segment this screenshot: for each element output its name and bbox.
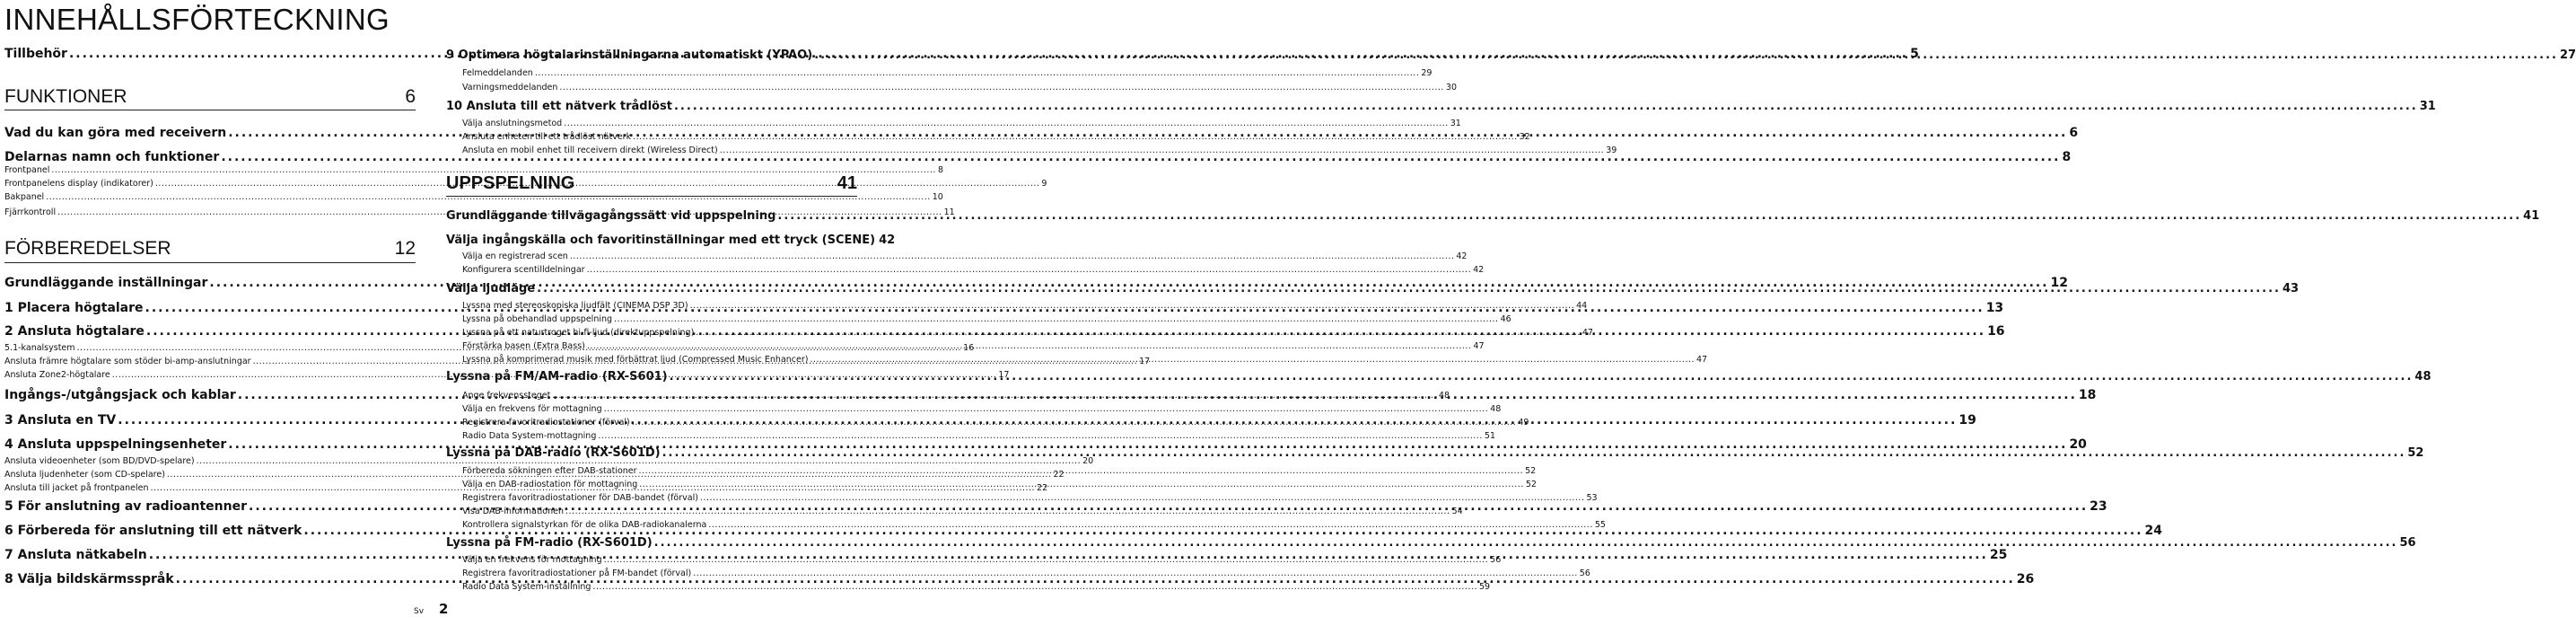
toc-label: Ansluta enheten till ett trådlöst nätverk (462, 132, 632, 142)
toc-page: 23 (2090, 499, 2107, 514)
toc-label: Radio Data System-inställning (462, 582, 591, 592)
toc-page: 56 (1490, 555, 1502, 565)
toc-subentry[interactable] (446, 579, 1491, 592)
toc-page: 8 (937, 165, 943, 175)
toc-label: Välja en DAB-radiostation för mottagning (462, 480, 638, 489)
toc-subentry[interactable] (446, 249, 1468, 261)
toc-label: 10 Ansluta till ett nätverk trådlöst (446, 100, 672, 113)
toc-label: Varningsmeddelanden (462, 83, 558, 93)
section-title: FÖRBEREDELSER (4, 238, 171, 259)
toc-entry[interactable] (446, 46, 2576, 62)
toc-page: 42 (1456, 251, 1468, 261)
toc-subentry[interactable] (446, 312, 1511, 324)
toc-page: 47 (1582, 328, 1593, 338)
footer-page-number: 2 (439, 601, 449, 617)
toc-label: 4 Ansluta uppspelningsenheter (4, 437, 227, 452)
toc-label: Registrera favoritradiostationer för DAB-bandet (förval) (462, 493, 698, 503)
toc-subentry[interactable] (446, 504, 1463, 516)
toc-label: Kontrollera signalstyrkan för de olika DAB-radiokanalerna (462, 520, 707, 530)
toc-label: Ange frekvenssteget (462, 391, 551, 401)
toc-subentry[interactable] (446, 80, 1458, 93)
toc-page: 52 (2407, 446, 2424, 460)
toc-page: 12 (2050, 276, 2069, 290)
toc-label: 3 Ansluta en TV (4, 413, 117, 427)
toc-label: 7 Ansluta nätkabeln (4, 548, 147, 562)
toc-page: 29 (1421, 68, 1433, 78)
toc-page: 48 (2414, 370, 2431, 383)
toc-page: 13 (1985, 301, 2004, 315)
toc-label: Lyssna på obehandlad uppspelning (462, 314, 613, 324)
toc-page: 52 (1525, 466, 1537, 476)
toc-label: Välja en frekvens för mottagning (462, 404, 602, 414)
section-title: UPPSPELNING (446, 173, 575, 193)
toc-page: 16 (963, 343, 975, 353)
toc-page: 6 (2069, 126, 2079, 140)
toc-label: Välja ljudläge (446, 282, 536, 295)
toc-label: Grundläggande inställningar (4, 276, 208, 290)
toc-subentry[interactable] (446, 415, 1529, 427)
toc-label: Frontpanel (4, 165, 50, 175)
section-heading[interactable] (4, 83, 416, 108)
toc-label: Delarnas namn och funktioner (4, 150, 220, 164)
toc-page: 39 (1606, 145, 1617, 155)
toc-label: Förbereda sökningen efter DAB-stationer (462, 466, 637, 476)
toc-label: Tillbehör (4, 47, 67, 61)
toc-label: Radio Data System-mottagning (462, 431, 597, 441)
toc-subentry[interactable] (446, 428, 1495, 441)
toc-page: 47 (1473, 341, 1485, 351)
toc-label: Välja en frekvens för mottagning (462, 555, 602, 565)
toc-page: 42 (879, 234, 896, 247)
toc-subentry[interactable] (446, 116, 1461, 128)
toc-page: 9 (1041, 179, 1047, 189)
toc-label: Välja en registrerad scen (462, 251, 568, 261)
toc-label: Välja ingångskälla och favoritinställningar med ett tryck (SCENE) (446, 234, 876, 247)
toc-page: 48 (1490, 404, 1502, 414)
toc-label: Lyssna på ett naturtroget hi-fi-ljud (direktuppspelning) (462, 328, 695, 338)
toc-page: 31 (2419, 100, 2436, 113)
toc-subentry[interactable] (446, 552, 1502, 565)
toc-page: 51 (1484, 431, 1495, 441)
toc-page: 54 (1451, 507, 1463, 516)
section-page: 12 (394, 238, 416, 259)
toc-page: 18 (2078, 388, 2097, 402)
toc-label: Registrera favoritradiostationer (förval) (462, 418, 630, 427)
toc-page: 30 (1445, 83, 1458, 93)
page-title: INNEHÅLLSFÖRTECKNING (4, 3, 390, 36)
toc-page: 55 (1594, 520, 1606, 530)
toc-page: 49 (1518, 418, 1529, 427)
toc-page: 52 (1525, 480, 1537, 489)
section-page: 6 (405, 86, 416, 107)
toc-page: 46 (1500, 314, 1511, 324)
toc-label: Ansluta en mobil enhet till receivern direkt (Wireless Direct) (462, 145, 718, 155)
toc-subentry[interactable] (4, 190, 943, 202)
toc-page: 47 (1696, 355, 1708, 365)
toc-label: Ingångs-/utgångsjack och kablar (4, 388, 236, 402)
toc-label: 5.1-kanalsystem (4, 343, 75, 353)
toc-label: Lyssna på FM/AM-radio (RX-S601) (446, 370, 668, 383)
toc-label: Konfigurera scentilldelningar (462, 265, 585, 275)
toc-page: 5 (1910, 47, 1919, 61)
toc-subentry[interactable] (446, 66, 1433, 78)
toc-label: Visa DAB-informationen (462, 507, 565, 516)
toc-label: Registrera favoritradiostationer på FM-bandet (förval) (462, 569, 692, 578)
footer-language: Sv (414, 607, 425, 616)
toc-label: Lyssna på FM-radio (RX-S601D) (446, 536, 653, 550)
toc-label: Bakpanel (4, 192, 45, 202)
toc-subentry[interactable] (446, 262, 1485, 275)
toc-label: Lyssna på DAB-radio (RX-S601D) (446, 446, 661, 460)
toc-entry[interactable] (446, 95, 2436, 113)
toc-label: 1 Placera högtalare (4, 301, 144, 315)
toc-page: 22 (1037, 483, 1048, 493)
section-divider (4, 262, 416, 263)
toc-entry[interactable] (446, 532, 2416, 550)
toc-label: 9 Optimera högtalarinställningarna automatiskt (YPAO) (446, 48, 813, 62)
toc-subentry[interactable] (446, 490, 1598, 503)
toc-label: Förstärka basen (Extra Bass) (462, 341, 585, 351)
toc-page: 10 (932, 192, 943, 202)
toc-page: 19 (1958, 413, 1976, 427)
toc-subentry[interactable] (446, 143, 1617, 155)
toc-subentry[interactable] (4, 163, 943, 175)
toc-page: 17 (1139, 357, 1151, 366)
toc-subentry[interactable] (446, 566, 1590, 578)
toc-page: 25 (1989, 548, 2008, 562)
toc-page: 26 (2016, 572, 2035, 586)
toc-page: 41 (2523, 209, 2540, 223)
toc-subentry[interactable] (446, 325, 1593, 338)
toc-subentry[interactable] (446, 298, 1588, 311)
toc-label: 5 För anslutning av radioantenner (4, 499, 248, 514)
toc-label: Felmeddelanden (462, 68, 533, 78)
toc-page: 22 (1053, 470, 1065, 480)
toc-label: Ansluta ljudenheter (som CD-spelare) (4, 470, 165, 480)
toc-label: Grundläggande tillvägagångssätt vid uppspelning (446, 209, 776, 223)
toc-page: 24 (2144, 524, 2162, 538)
section-heading[interactable] (446, 171, 857, 194)
toc-page: 53 (1586, 493, 1598, 503)
toc-page: 48 (1438, 391, 1450, 401)
section-title: FUNKTIONER (4, 86, 127, 107)
toc-page: 20 (2069, 437, 2087, 452)
toc-label: Ansluta videoenheter (som BD/DVD-spelare) (4, 456, 195, 466)
toc-label: Välja anslutningsmetod (462, 119, 563, 128)
toc-label: 8 Välja bildskärmsspråk (4, 572, 174, 586)
toc-label: Fjärrkontroll (4, 207, 57, 217)
toc-page: 11 (943, 207, 955, 217)
toc-page: 56 (1579, 569, 1590, 578)
section-heading[interactable] (4, 234, 416, 260)
toc-page: 8 (2062, 150, 2072, 164)
toc-label: Lyssna med stereoskopiska ljudfält (CINEMA DSP 3D) (462, 301, 688, 311)
toc-subentry[interactable] (4, 454, 1094, 466)
toc-subentry[interactable] (446, 517, 1606, 530)
toc-subentry[interactable] (446, 401, 1502, 414)
toc-page: 56 (2399, 536, 2416, 550)
toc-entry[interactable] (446, 229, 896, 247)
toc-page: 27 (2559, 48, 2576, 62)
toc-page: 32 (1519, 132, 1530, 142)
toc-page: 44 (1576, 301, 1588, 311)
toc-label: 2 Ansluta högtalare (4, 324, 145, 339)
toc-page: 59 (1478, 582, 1491, 592)
toc-label: Frontpanelens display (indikatorer) (4, 179, 153, 189)
toc-label: Ansluta Zone2-högtalare (4, 370, 110, 380)
toc-label: Vad du kan göra med receivern (4, 126, 227, 140)
section-divider (446, 196, 857, 197)
toc-label: Ansluta till jacket på frontpanelen (4, 483, 149, 493)
toc-label: Ansluta främre högtalare som stöder bi-amp-anslutningar (4, 357, 251, 366)
toc-page: 20 (1082, 456, 1094, 466)
toc-page: 42 (1473, 265, 1485, 275)
toc-page: 17 (998, 370, 1010, 380)
toc-label: Lyssna på komprimerad musik med förbättrat ljud (Compressed Music Enhancer) (462, 355, 809, 365)
toc-subentry[interactable] (446, 388, 1450, 401)
toc-label: 6 Förbereda för anslutning till ett nätverk (4, 524, 302, 538)
toc-page: 43 (2282, 282, 2300, 295)
section-page: 41 (837, 173, 857, 193)
toc-page: 16 (1987, 324, 2005, 339)
toc-subentry[interactable] (446, 129, 1530, 142)
toc-page: 31 (1450, 119, 1461, 128)
